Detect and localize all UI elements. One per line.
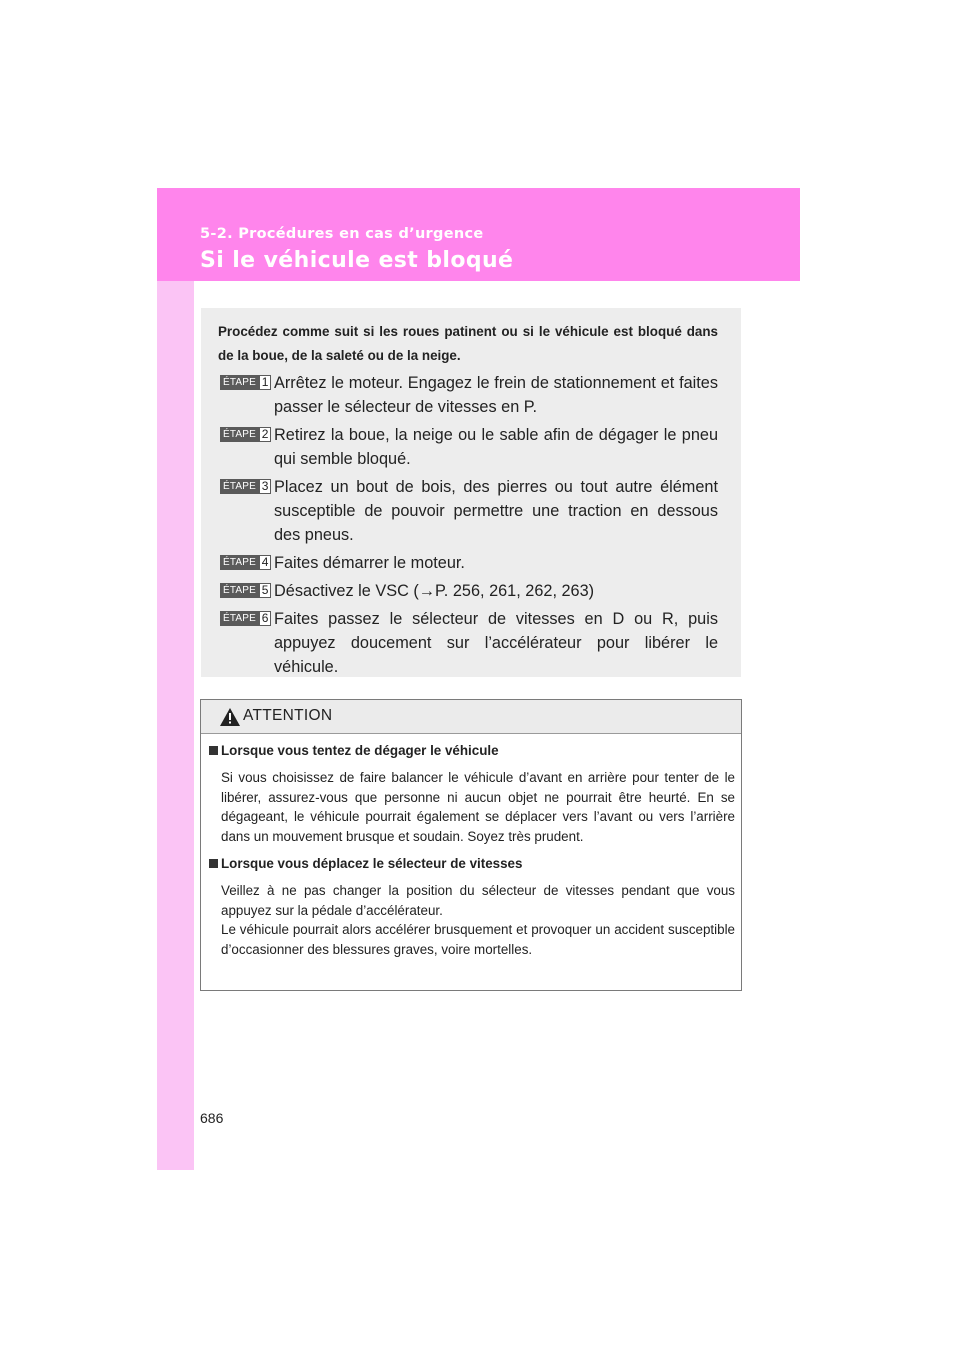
step-text: Faites démarrer le moteur. <box>274 554 465 572</box>
step-text: Arrêtez le moteur. Engagez le frein de stationnement et faites passer le sélecteur de vitesses en P. <box>274 374 718 416</box>
warning-paragraph: Si vous choisissez de faire balancer le véhicule d’avant en arrière pour tenter de le libérer, assurez-vous que personne ni aucun objet ne pourrait être heurté. En se dégageant, le véhicule pourrait également se déplacer vers l’avant ou vers l’arrière dans un mouvement brusque et soudain. Soyez très prudent. <box>221 770 735 844</box>
step-number: 3 <box>259 479 271 494</box>
step-badge <box>220 555 271 570</box>
warning-content <box>209 742 735 968</box>
step-text: Placez un bout de bois, des pierres ou tout autre élément susceptible de pouvoir permettre une traction en dessous des pneus. <box>274 478 718 544</box>
step-word: ÉTAPE <box>220 479 259 494</box>
page-number: 686 <box>200 1110 224 1126</box>
step-badge <box>220 427 271 442</box>
warning-paragraph: Le véhicule pourrait alors accélérer brusquement et provoquer un accident susceptible d’occasionner des blessures graves, voire mortelles. <box>221 922 735 957</box>
step-number: 6 <box>259 611 271 626</box>
step-text: Désactivez le VSC (→P. 256, 261, 262, 263) <box>274 582 595 600</box>
step-number: 4 <box>259 555 271 570</box>
step-text: Faites passez le sélecteur de vitesses en D ou R, puis appuyez doucement sur l’accélérateur pour libérer le véhicule. <box>274 610 718 676</box>
step-6 <box>218 607 718 679</box>
step-badge <box>220 375 271 390</box>
warning-title: ATTENTION <box>243 707 333 724</box>
step-2 <box>218 423 718 471</box>
warning-heading-text: Lorsque vous déplacez le sélecteur de vitesses <box>221 856 523 871</box>
procedure-steps <box>218 371 718 683</box>
step-badge <box>220 611 271 626</box>
step-text: Retirez la boue, la neige ou le sable afin de dégager le pneu qui semble bloqué. <box>274 426 718 468</box>
warning-heading-text: Lorsque vous tentez de dégager le véhicule <box>221 743 499 758</box>
step-number: 2 <box>259 427 271 442</box>
step-number: 5 <box>259 583 271 598</box>
page-title: Si le véhicule est bloqué <box>200 248 514 273</box>
step-badge <box>220 583 271 598</box>
section-label: 5-2. Procédures en cas d’urgence <box>200 226 484 242</box>
step-word: ÉTAPE <box>220 555 259 570</box>
side-margin-strip <box>157 188 194 1170</box>
step-4 <box>218 551 718 575</box>
step-1 <box>218 371 718 419</box>
warning-heading-1 <box>209 742 735 760</box>
step-number: 1 <box>259 375 271 390</box>
warning-box <box>200 699 742 991</box>
warning-paragraph: Veillez à ne pas changer la position du sélecteur de vitesses pendant que vous appuyez sur la pédale d’accélérateur. <box>221 883 735 918</box>
procedure-intro: Procédez comme suit si les roues patinent ou si le véhicule est bloqué dans de la boue, de la saleté ou de la neige. <box>218 324 718 363</box>
step-5 <box>218 579 718 603</box>
step-word: ÉTAPE <box>220 583 259 598</box>
bullet-square-icon <box>209 859 218 868</box>
step-3 <box>218 475 718 547</box>
step-word: ÉTAPE <box>220 611 259 626</box>
step-word: ÉTAPE <box>220 427 259 442</box>
warning-triangle-icon <box>220 708 240 726</box>
step-badge <box>220 479 271 494</box>
step-word: ÉTAPE <box>220 375 259 390</box>
bullet-square-icon <box>209 746 218 755</box>
warning-heading-2 <box>209 855 735 873</box>
warning-header <box>201 700 741 734</box>
